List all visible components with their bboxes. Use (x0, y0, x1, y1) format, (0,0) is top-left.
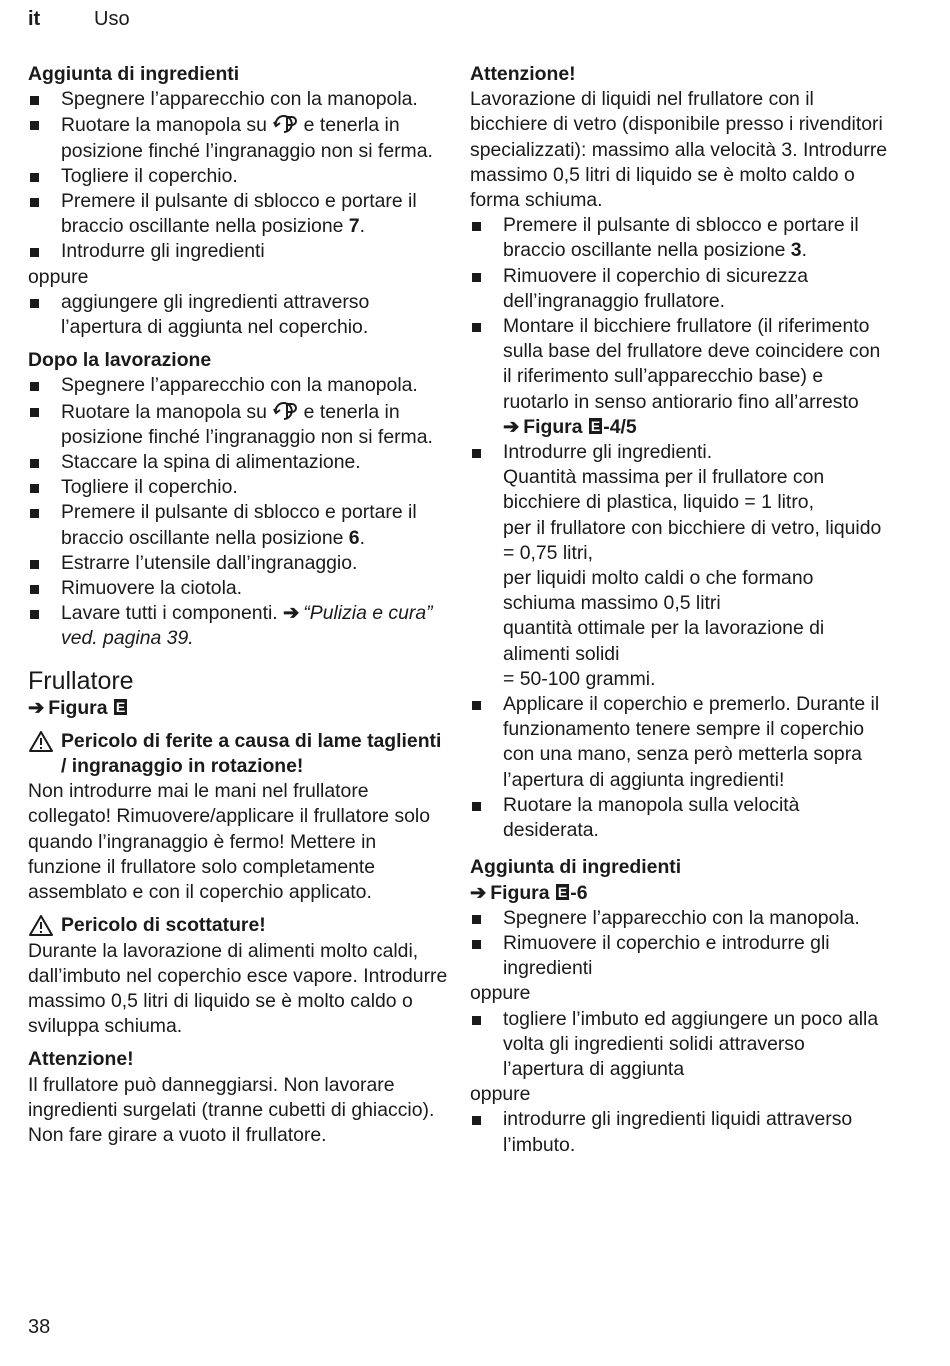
attention-text: Lavorazione di liquidi nel frullatore con il bicchiere di vetro (disponibile presso i rivenditori specializzati): massimo alla velocità 3. Introdurre massimo 0,5 litri di liquido se è molto caldo o forma schiuma. (470, 88, 888, 212)
list-item: Premere il pulsante di sblocco e portare il braccio oscillante nella posizione 3. (470, 213, 890, 263)
knob-pulse-icon (272, 112, 298, 134)
oppure-text: oppure (470, 982, 531, 1005)
list-item: Premere il pulsante di sblocco e portare il braccio oscillante nella posizione 6. (28, 500, 448, 550)
page-header (28, 6, 130, 32)
list-item: Ruotare la manopola su e tenerla in posizione finché l’ingranaggio non si ferma. (28, 112, 448, 163)
arrow-right-icon: ➔ (503, 415, 520, 438)
arrow-right-icon: ➔ (283, 602, 300, 625)
list-item: Rimuovere la ciotola. (28, 576, 448, 601)
add-ingredients-alt (470, 1007, 890, 1083)
warning-heading-blades: Pericolo di ferite a causa di lame taglienti / ingranaggio in rotazione! (28, 729, 448, 779)
list-item: Ruotare la manopola su e tenerla in posizione finché l’ingranaggio non si ferma. (28, 399, 448, 450)
figure-reference: ➔ Figura E (28, 696, 448, 721)
figure-letter-badge: E (557, 883, 568, 900)
knob-pulse-icon (272, 399, 298, 421)
warning-triangle-icon (28, 730, 54, 753)
add-ingredients-alt (470, 1107, 890, 1157)
heading-add-ingredients: Aggiunta di ingredienti (470, 856, 682, 879)
list-item: Ruotare la manopola sulla velocità desiderata. (470, 793, 890, 843)
add-ingredients-alt (28, 290, 448, 340)
list-item: Introdurre gli ingredienti (28, 239, 448, 264)
list-item: togliere l’imbuto ed aggiungere un poco alla volta gli ingredienti solidi attraverso l’apertura di aggiunta (470, 1007, 890, 1083)
list-item: Rimuovere il coperchio di sicurezza dell’ingranaggio frullatore. (470, 264, 890, 314)
list-item: Applicare il coperchio e premerlo. Durante il funzionamento tenere sempre il coperchio con una mano, senza però metterla sopra l’apertura di aggiunta ingredienti! (470, 692, 890, 793)
list-item: Togliere il coperchio. (28, 475, 448, 500)
list-item: Premere il pulsante di sblocco e portare il braccio oscillante nella posizione 7. (28, 189, 448, 239)
warning-triangle-icon (28, 914, 54, 937)
figure-reference: ➔ Figura E -6 (470, 881, 890, 906)
heading-blender: Frullatore (28, 666, 134, 695)
section-title: Uso (94, 8, 130, 30)
page-number: 38 (28, 1316, 51, 1338)
heading-after-processing: Dopo la lavorazione (28, 349, 212, 372)
list-item: introdurre gli ingredienti liquidi attraverso l’imbuto. (470, 1107, 890, 1157)
list-item: Togliere il coperchio. (28, 164, 448, 189)
list-item: Rimuovere il coperchio e introdurre gli ingredienti (470, 931, 890, 981)
list-item: Staccare la spina di alimentazione. (28, 450, 448, 475)
figure-reference: ➔ Figura E -4/5 (503, 416, 637, 438)
arrow-right-icon: ➔ (470, 881, 487, 904)
list-item: Estrarre l’utensile dall’ingranaggio. (28, 551, 448, 576)
warning-text-blades: Non introdurre mai le mani nel frullatore collegato! Rimuovere/applicare il frullatore solo quando l’ingranaggio è fermo! Mettere in funzione il frullatore solo completamente assemblato e con il coperchio applicato. (28, 780, 431, 904)
figure-letter-badge: E (115, 698, 126, 715)
heading-add-ingredients: Aggiunta di ingredienti (28, 63, 240, 85)
right-column (470, 62, 890, 1158)
add-ingredients-steps (470, 906, 890, 982)
list-item: Introdurre gli ingredienti. Quantità massima per il frullatore con bicchiere di plastica, liquido = 1 litro, per il frullatore con bicchiere di vetro, liquido = 0,75 litri, per liquidi molto caldi o che formano schiuma massimo 0,5 litri quantità ottimale per la lavorazione di alimenti solidi = 50-100 grammi. (470, 440, 890, 692)
add-ingredients-steps (28, 87, 448, 264)
language-code: it (28, 8, 41, 30)
list-item: Lavare tutti i componenti. ➔ “Pulizia e cura” ved. pagina 39. (28, 601, 448, 651)
warning-text-scald: Durante la lavorazione di alimenti molto caldi, dall’imbuto nel coperchio esce vapore. Introdurre massimo 0,5 litri di liquido se è molto caldo o sviluppa schiuma. (28, 939, 448, 1038)
list-item: Spegnere l’apparecchio con la manopola. (470, 906, 890, 931)
list-item: Spegnere l’apparecchio con la manopola. (28, 87, 448, 112)
cross-reference-link[interactable]: “Pulizia e cura” ved. pagina 39. (61, 602, 433, 650)
list-item: Montare il bicchiere frullatore (il riferimento sulla base del frullatore deve coincidere con il riferimento sull’apparecchio base) e ruotarlo in senso antiorario fino all’arresto ➔ Figura E -4/5 (470, 314, 890, 440)
figure-letter-badge: E (590, 417, 601, 434)
left-column (28, 62, 448, 1148)
list-item: aggiungere gli ingredienti attraverso l’apertura di aggiunta nel coperchio. (28, 290, 448, 340)
oppure-text: oppure (470, 1083, 531, 1106)
list-item: Spegnere l’apparecchio con la manopola. (28, 373, 448, 398)
blender-steps (470, 213, 890, 843)
heading-attention: Attenzione! (28, 1048, 134, 1071)
attention-text: Il frullatore può danneggiarsi. Non lavorare ingredienti surgelati (tranne cubetti di ghiaccio). Non fare girare a vuoto il frullatore. (28, 1073, 435, 1146)
oppure-text: oppure (28, 265, 89, 288)
heading-attention: Attenzione! (470, 63, 576, 85)
warning-heading-scald: Pericolo di scottature! (28, 913, 448, 938)
arrow-right-icon: ➔ (28, 696, 45, 719)
after-processing-steps (28, 373, 448, 651)
